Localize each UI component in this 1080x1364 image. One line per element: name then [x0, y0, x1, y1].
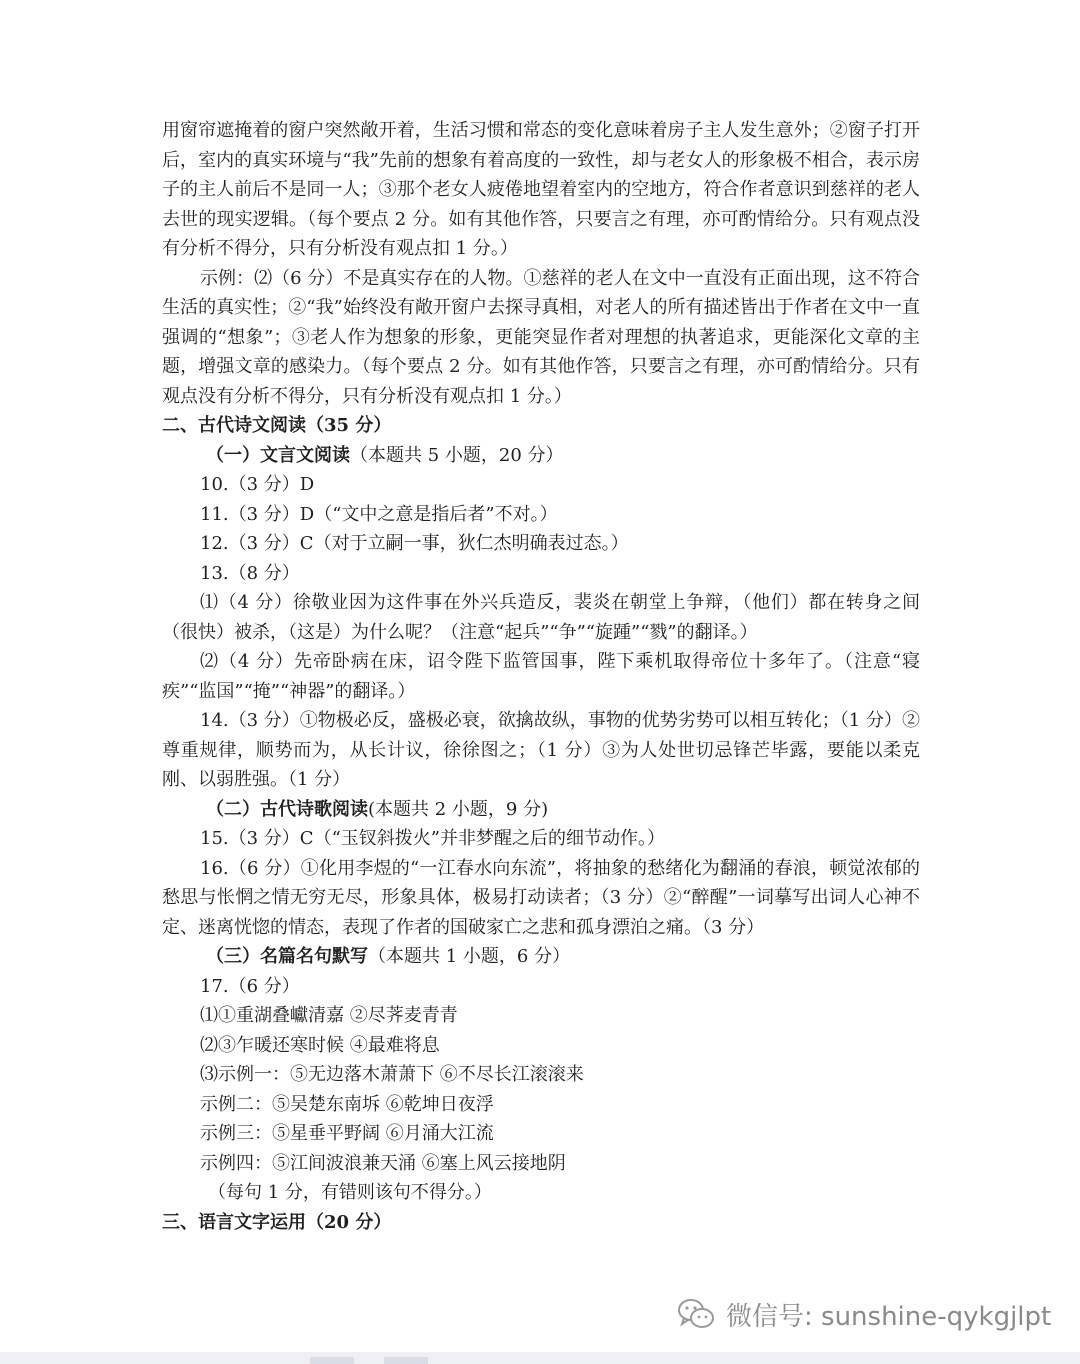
question-14: 14.（3 分）①物极必反，盛极必衰，欲擒故纵，事物的优势劣势可以相互转化；（1 分）②尊重规律，顺势而为，从长计议，徐徐图之；（1 分）③为人处世切忌锋芒毕露，要能以柔克刚、以弱胜强。（1 分） — [162, 710, 920, 790]
wechat-icon — [676, 1297, 716, 1331]
example-3: 示例三：⑤星垂平野阔 ⑥月涌大江流 — [200, 1123, 494, 1144]
question-10: 10.（3 分）D — [200, 474, 315, 495]
question-17: 17.（6 分） — [200, 975, 300, 997]
subsection-1-note: （本题共 5 小题，20 分） — [350, 444, 564, 466]
section-2-heading: 二、古代诗文阅读（35 分） — [162, 415, 392, 436]
watermark-text: 微信号: sunshine-qykgjlpt — [726, 1301, 1052, 1332]
question-15: 15.（3 分）C（“玉钗斜拨火”并非梦醒之后的细节动作。） — [200, 828, 665, 849]
subsection-1-title: （一）文言文阅读 — [206, 444, 350, 466]
scoring-note: （每句 1 分，有错则该句不得分。） — [208, 1182, 492, 1203]
watermark — [676, 1296, 1051, 1332]
example-2: 示例二：⑤吴楚东南坼 ⑥乾坤日夜浮 — [200, 1093, 494, 1115]
bottom-bar-segment — [310, 1357, 354, 1364]
question-13-part-1: ⑴（4 分）徐敬业因为这件事在外兴兵造反，裴炎在朝堂上争辩，（他们）都在转身之间（很快）被杀，（这是）为什么呢？（注意“起兵”“争”“旋踵”“戮”的翻译。） — [162, 592, 920, 643]
subsection-3-note: （本题共 1 小题，6 分） — [368, 946, 571, 967]
question-13: 13.（8 分） — [200, 562, 300, 584]
section-3-heading: 三、语言文字运用（20 分） — [162, 1211, 392, 1233]
question-17-part-3: ⑶示例一：⑤无边落木萧萧下 ⑥不尽长江滚滚来 — [200, 1064, 584, 1085]
question-17-part-2: ⑵③乍暖还寒时候 ④最难将息 — [200, 1034, 440, 1056]
subsection-2-note: (本题共 2 小题，9 分) — [368, 798, 549, 820]
example-4: 示例四：⑤江间波浪兼天涌 ⑥塞上风云接地阴 — [200, 1152, 566, 1174]
subsection-2-heading — [162, 795, 920, 825]
subsection-3-heading — [162, 942, 920, 972]
question-12: 12.（3 分）C（对于立嗣一事，狄仁杰明确表过态。） — [200, 533, 629, 554]
document-content — [162, 116, 920, 1237]
subsection-3-title: （三）名篇名句默写 — [206, 946, 368, 967]
bottom-bar-segment — [384, 1357, 428, 1364]
question-13-part-2: ⑵（4 分）先帝卧病在床，诏令陛下监管国事，陛下乘机取得帝位十多年了。（注意“寝疾”“监国”“掩”“神器”的翻译。） — [162, 651, 920, 702]
subsection-1-heading — [162, 441, 920, 471]
bottom-scroll-bar — [0, 1352, 1080, 1364]
answer-paragraph-2: 示例：⑵（6 分）不是真实存在的人物。①慈祥的老人在文中一直没有正面出现，这不符合生活的真实性；②“我”始终没有敞开窗户去探寻真相，对老人的所有描述皆出于作者在文中一直强调的“想象”；③老人作为想象的形象，更能突显作者对理想的执著追求，更能深化文章的主题，增强文章的感染力。（每个要点 2 分。如有其他作答，只要言之有理，亦可酌情给分。只有观点没有分析不得分，只有分析没有观点扣 1 分。） — [162, 267, 920, 407]
answer-paragraph-1: 用窗帘遮掩着的窗户突然敞开着，生活习惯和常态的变化意味着房子主人发生意外；②窗子打开后，室内的真实环境与“我”先前的想象有着高度的一致性，却与老女人的形象极不相合，表示房子的主人前后不是同一人；③那个老女人疲倦地望着室内的空地方，符合作者意识到慈祥的老人去世的现实逻辑。（每个要点 2 分。如有其他作答，只要言之有理，亦可酌情给分。只有观点没有分析不得分，只有分析没有观点扣 1 分。） — [162, 120, 920, 259]
question-16: 16.（6 分）①化用李煜的“一江春水向东流”，将抽象的愁绪化为翻涌的春浪，顿觉浓郁的愁思与怅惘之情无穷无尽，形象具体，极易打动读者；（3 分）②“醉醒”一词摹写出词人心神不定、迷离恍惚的情态，表现了作者的国破家亡之悲和孤身漂泊之痛。（3 分） — [162, 857, 920, 938]
question-17-part-1: ⑴①重湖叠巘清嘉 ②尽荠麦青青 — [200, 1005, 458, 1026]
question-11: 11.（3 分）D（“文中之意是指后者”不对。） — [200, 503, 558, 525]
subsection-2-title: （二）古代诗歌阅读 — [206, 798, 368, 820]
